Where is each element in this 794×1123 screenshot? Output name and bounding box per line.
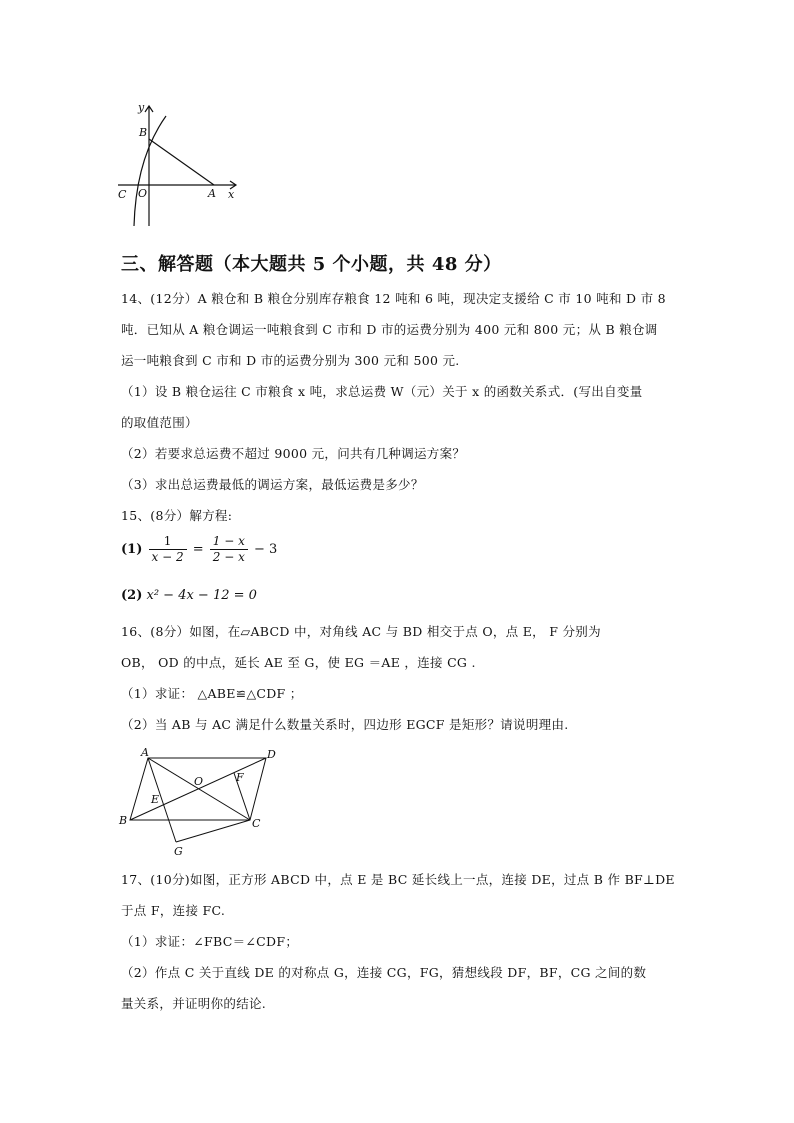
label-c: C bbox=[252, 817, 261, 830]
label-e: E bbox=[151, 793, 160, 806]
segment-gc bbox=[176, 820, 250, 842]
label-y: y bbox=[138, 101, 145, 114]
segment-ba bbox=[149, 139, 214, 185]
eq1-num-1: 1 bbox=[149, 534, 187, 550]
q17-line-1: 17、(10分)如图，正方形 ABCD 中，点 E 是 BC 延长线上一点，连接 DE，过点 B 作 BF⊥DE bbox=[121, 872, 675, 887]
label-o: O bbox=[138, 187, 148, 200]
eq1-num-2: 1 − x bbox=[210, 534, 248, 550]
eq1-den-1: x − 2 bbox=[151, 550, 184, 564]
coordinate-figure bbox=[114, 98, 244, 230]
q14-part1-line-1: （1）设 B 粮仓运往 C 市粮食 x 吨，求总运费 W（元）关于 x 的函数关系式．(写出自变量 bbox=[121, 384, 643, 399]
eq1-den-2: 2 − x bbox=[212, 550, 245, 564]
eq2-label: (2) bbox=[121, 588, 143, 603]
q17-line-2: 于点 F，连接 FC. bbox=[121, 903, 226, 918]
diagonal-bd bbox=[130, 758, 266, 820]
eq1-fraction-right bbox=[210, 534, 248, 565]
eq2-expr: x² − 4x − 12 = 0 bbox=[146, 588, 257, 603]
q16-line-1: 16、(8分）如图，在▱ABCD 中，对角线 AC 与 BD 相交于点 O，点 E， F 分别为 bbox=[121, 624, 601, 639]
label-g: G bbox=[174, 845, 183, 858]
eq1-equals: = bbox=[192, 542, 204, 557]
label-c: C bbox=[118, 188, 127, 201]
q16-line-2: OB， OD 的中点，延长 AE 至 G，使 EG ＝AE ，连接 CG . bbox=[121, 655, 476, 670]
q14-part3: （3）求出总运费最低的调运方案，最低运费是多少？ bbox=[121, 477, 424, 492]
q14-part1-line-2: 的取值范围） bbox=[121, 415, 198, 430]
parallelogram-figure bbox=[116, 746, 288, 858]
q17-part2-line-1: （2）作点 C 关于直线 DE 的对称点 G，连接 CG，FG，猜想线段 DF，BF，CG 之间的数 bbox=[121, 965, 647, 980]
q15-equation-2 bbox=[121, 588, 257, 603]
label-b: B bbox=[139, 126, 148, 139]
eq1-label: (1) bbox=[121, 542, 143, 557]
label-f: F bbox=[236, 771, 244, 784]
label-x: x bbox=[228, 188, 235, 201]
q14-line-1: 14、(12分）A 粮仓和 B 粮仓分别库存粮食 12 吨和 6 吨，现决定支援给 C 市 10 吨和 D 市 8 bbox=[121, 291, 666, 306]
label-b: B bbox=[119, 814, 128, 827]
q14-part2: （2）若要求总运费不超过 9000 元，问共有几种调运方案？ bbox=[121, 446, 466, 461]
label-a: A bbox=[208, 187, 216, 200]
label-o: O bbox=[194, 775, 204, 788]
q14-line-2: 吨．已知从 A 粮仓调运一吨粮食到 C 市和 D 市的运费分别为 400 元和 800 元；从 B 粮仓调 bbox=[121, 322, 658, 337]
label-d: D bbox=[267, 748, 276, 761]
q16-part1: （1）求证： △ABE≌△CDF ； bbox=[121, 686, 303, 701]
q17-part2-line-2: 量关系，并证明你的结论. bbox=[121, 996, 267, 1011]
q17-part1: （1）求证：∠FBC＝∠CDF； bbox=[121, 934, 299, 949]
q16-part2: （2）当 AB 与 AC 满足什么数量关系时，四边形 EGCF 是矩形？请说明理由. bbox=[121, 717, 569, 732]
q14-line-3: 运一吨粮食到 C 市和 D 市的运费分别为 300 元和 500 元. bbox=[121, 353, 460, 368]
eq1-fraction-left bbox=[149, 534, 187, 565]
eq1-tail: − 3 bbox=[254, 542, 278, 557]
section-title: 三、解答题（本大题共 5 个小题，共 48 分） bbox=[121, 254, 502, 275]
label-a: A bbox=[141, 746, 149, 759]
q15-header: 15、(8分）解方程: bbox=[121, 508, 233, 523]
q15-equation-1 bbox=[121, 534, 277, 565]
